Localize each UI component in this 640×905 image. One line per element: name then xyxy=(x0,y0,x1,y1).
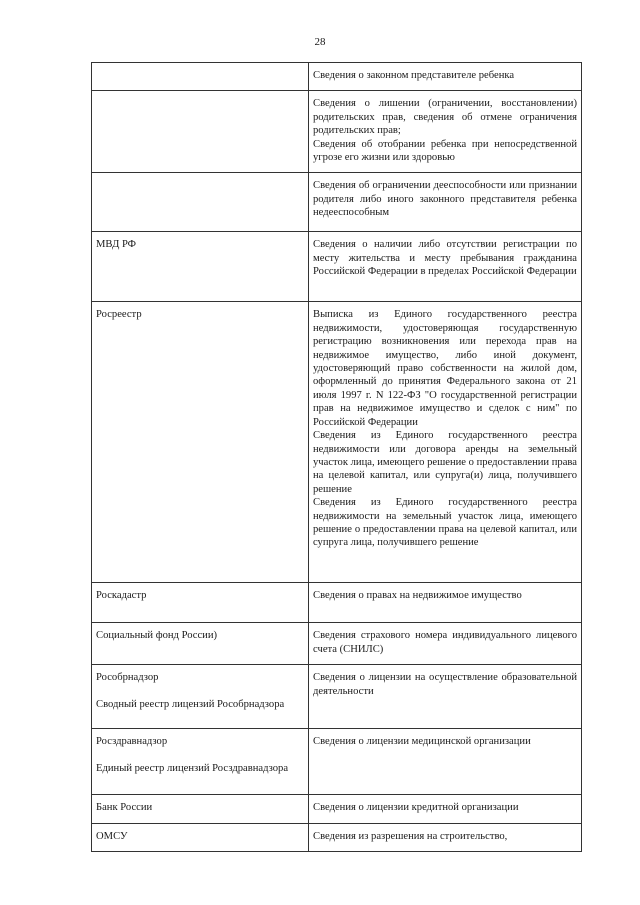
info-text: Сведения о наличии либо отсутствии регистрации по месту жительства и месту пребывания гражданина Российской Федерации в пределах Российской Федерации xyxy=(313,239,577,278)
info-cell xyxy=(309,623,582,665)
table-row xyxy=(92,795,582,823)
info-cell xyxy=(309,823,582,851)
authority-cell xyxy=(92,729,309,795)
info-cell xyxy=(309,63,582,91)
table-row xyxy=(92,729,582,795)
authority-cell xyxy=(92,823,309,851)
info-text: Сведения о лицензии медицинской организации xyxy=(313,736,531,748)
info-cell xyxy=(309,583,582,623)
authority-text: ОМСУ xyxy=(96,830,128,842)
info-cell xyxy=(309,795,582,823)
authority-cell xyxy=(92,583,309,623)
authority-cell xyxy=(92,302,309,583)
authority-text: Росздравнадзор xyxy=(96,736,168,748)
authority-cell xyxy=(92,63,309,91)
authority-text: Банк России xyxy=(96,802,153,814)
table-row xyxy=(92,63,582,91)
table-row xyxy=(92,623,582,665)
table-row xyxy=(92,665,582,729)
info-text: Сведения из Единого государственного реестра недвижимости или договора аренды на земельный участок лица, имеющего решение о предоставлении права на целевой капитал, или супруга(и) лица, получившего решение xyxy=(313,430,577,495)
page-number: 28 xyxy=(314,36,326,48)
authority-cell xyxy=(92,232,309,302)
info-cell xyxy=(309,173,582,232)
info-text: Сведения об отобрании ребенка при непосредственной угрозе его жизни или здоровью xyxy=(313,138,577,164)
authority-text: МВД РФ xyxy=(96,239,137,251)
table-row xyxy=(92,823,582,851)
table-row xyxy=(92,232,582,302)
info-text: Сведения о правах на недвижимое имущество xyxy=(313,590,522,602)
info-text: Сведения страхового номера индивидуального лицевого счета (СНИЛС) xyxy=(313,630,577,655)
table-row xyxy=(92,91,582,173)
authority-text: Социальный фонд России) xyxy=(96,630,218,642)
info-text: Сведения о лишении (ограничении, восстановлении) родительских прав, сведения об отмене ограничения родительских прав; xyxy=(313,98,577,137)
authority-text: Сводный реестр лицензий Рособрнадзора xyxy=(96,698,285,710)
info-text: Сведения из разрешения на строительство, xyxy=(313,830,508,842)
info-text: Сведения из Единого государственного реестра недвижимости на земельный участок лица, имеющего решение о предоставлении права на целевой капитал, или супруга лица, получившего решение xyxy=(313,497,577,549)
authority-cell xyxy=(92,173,309,232)
info-cell xyxy=(309,91,582,173)
info-text: Сведения о лицензии на осуществление образовательной деятельности xyxy=(313,672,577,697)
authority-text: Единый реестр лицензий Росздравнадзора xyxy=(96,762,289,774)
authority-text: Росреестр xyxy=(96,309,142,321)
info-cell xyxy=(309,729,582,795)
table-row xyxy=(92,302,582,583)
info-text: Сведения об ограничении дееспособности или признании родителя либо иного законного представителя ребенка недееспособным xyxy=(313,180,577,219)
authority-text: Роскадастр xyxy=(96,590,147,602)
table-row xyxy=(92,583,582,623)
documents-table xyxy=(91,62,582,852)
info-text: Сведения о законном представителе ребенка xyxy=(313,70,515,81)
authority-text: Рособрнадзор xyxy=(96,672,159,684)
info-cell xyxy=(309,232,582,302)
info-cell xyxy=(309,665,582,729)
info-text: Выписка из Единого государственного реестра недвижимости, удостоверяющая государственную регистрацию возникновения или перехода прав на недвижимое имущество, либо иной документ, удостоверяющий право собственности на жилой дом, оформленный до принятия Федерального закона от 21 июля 1997 г. N 122-ФЗ "О государственной регистрации прав на недвижимое имущество и сделок с ним" по Российской Федерации xyxy=(313,309,577,428)
table-row xyxy=(92,173,582,232)
authority-cell xyxy=(92,91,309,173)
info-text: Сведения о лицензии кредитной организации xyxy=(313,802,519,814)
authority-cell xyxy=(92,623,309,665)
info-cell xyxy=(309,302,582,583)
authority-cell xyxy=(92,665,309,729)
authority-cell xyxy=(92,795,309,823)
